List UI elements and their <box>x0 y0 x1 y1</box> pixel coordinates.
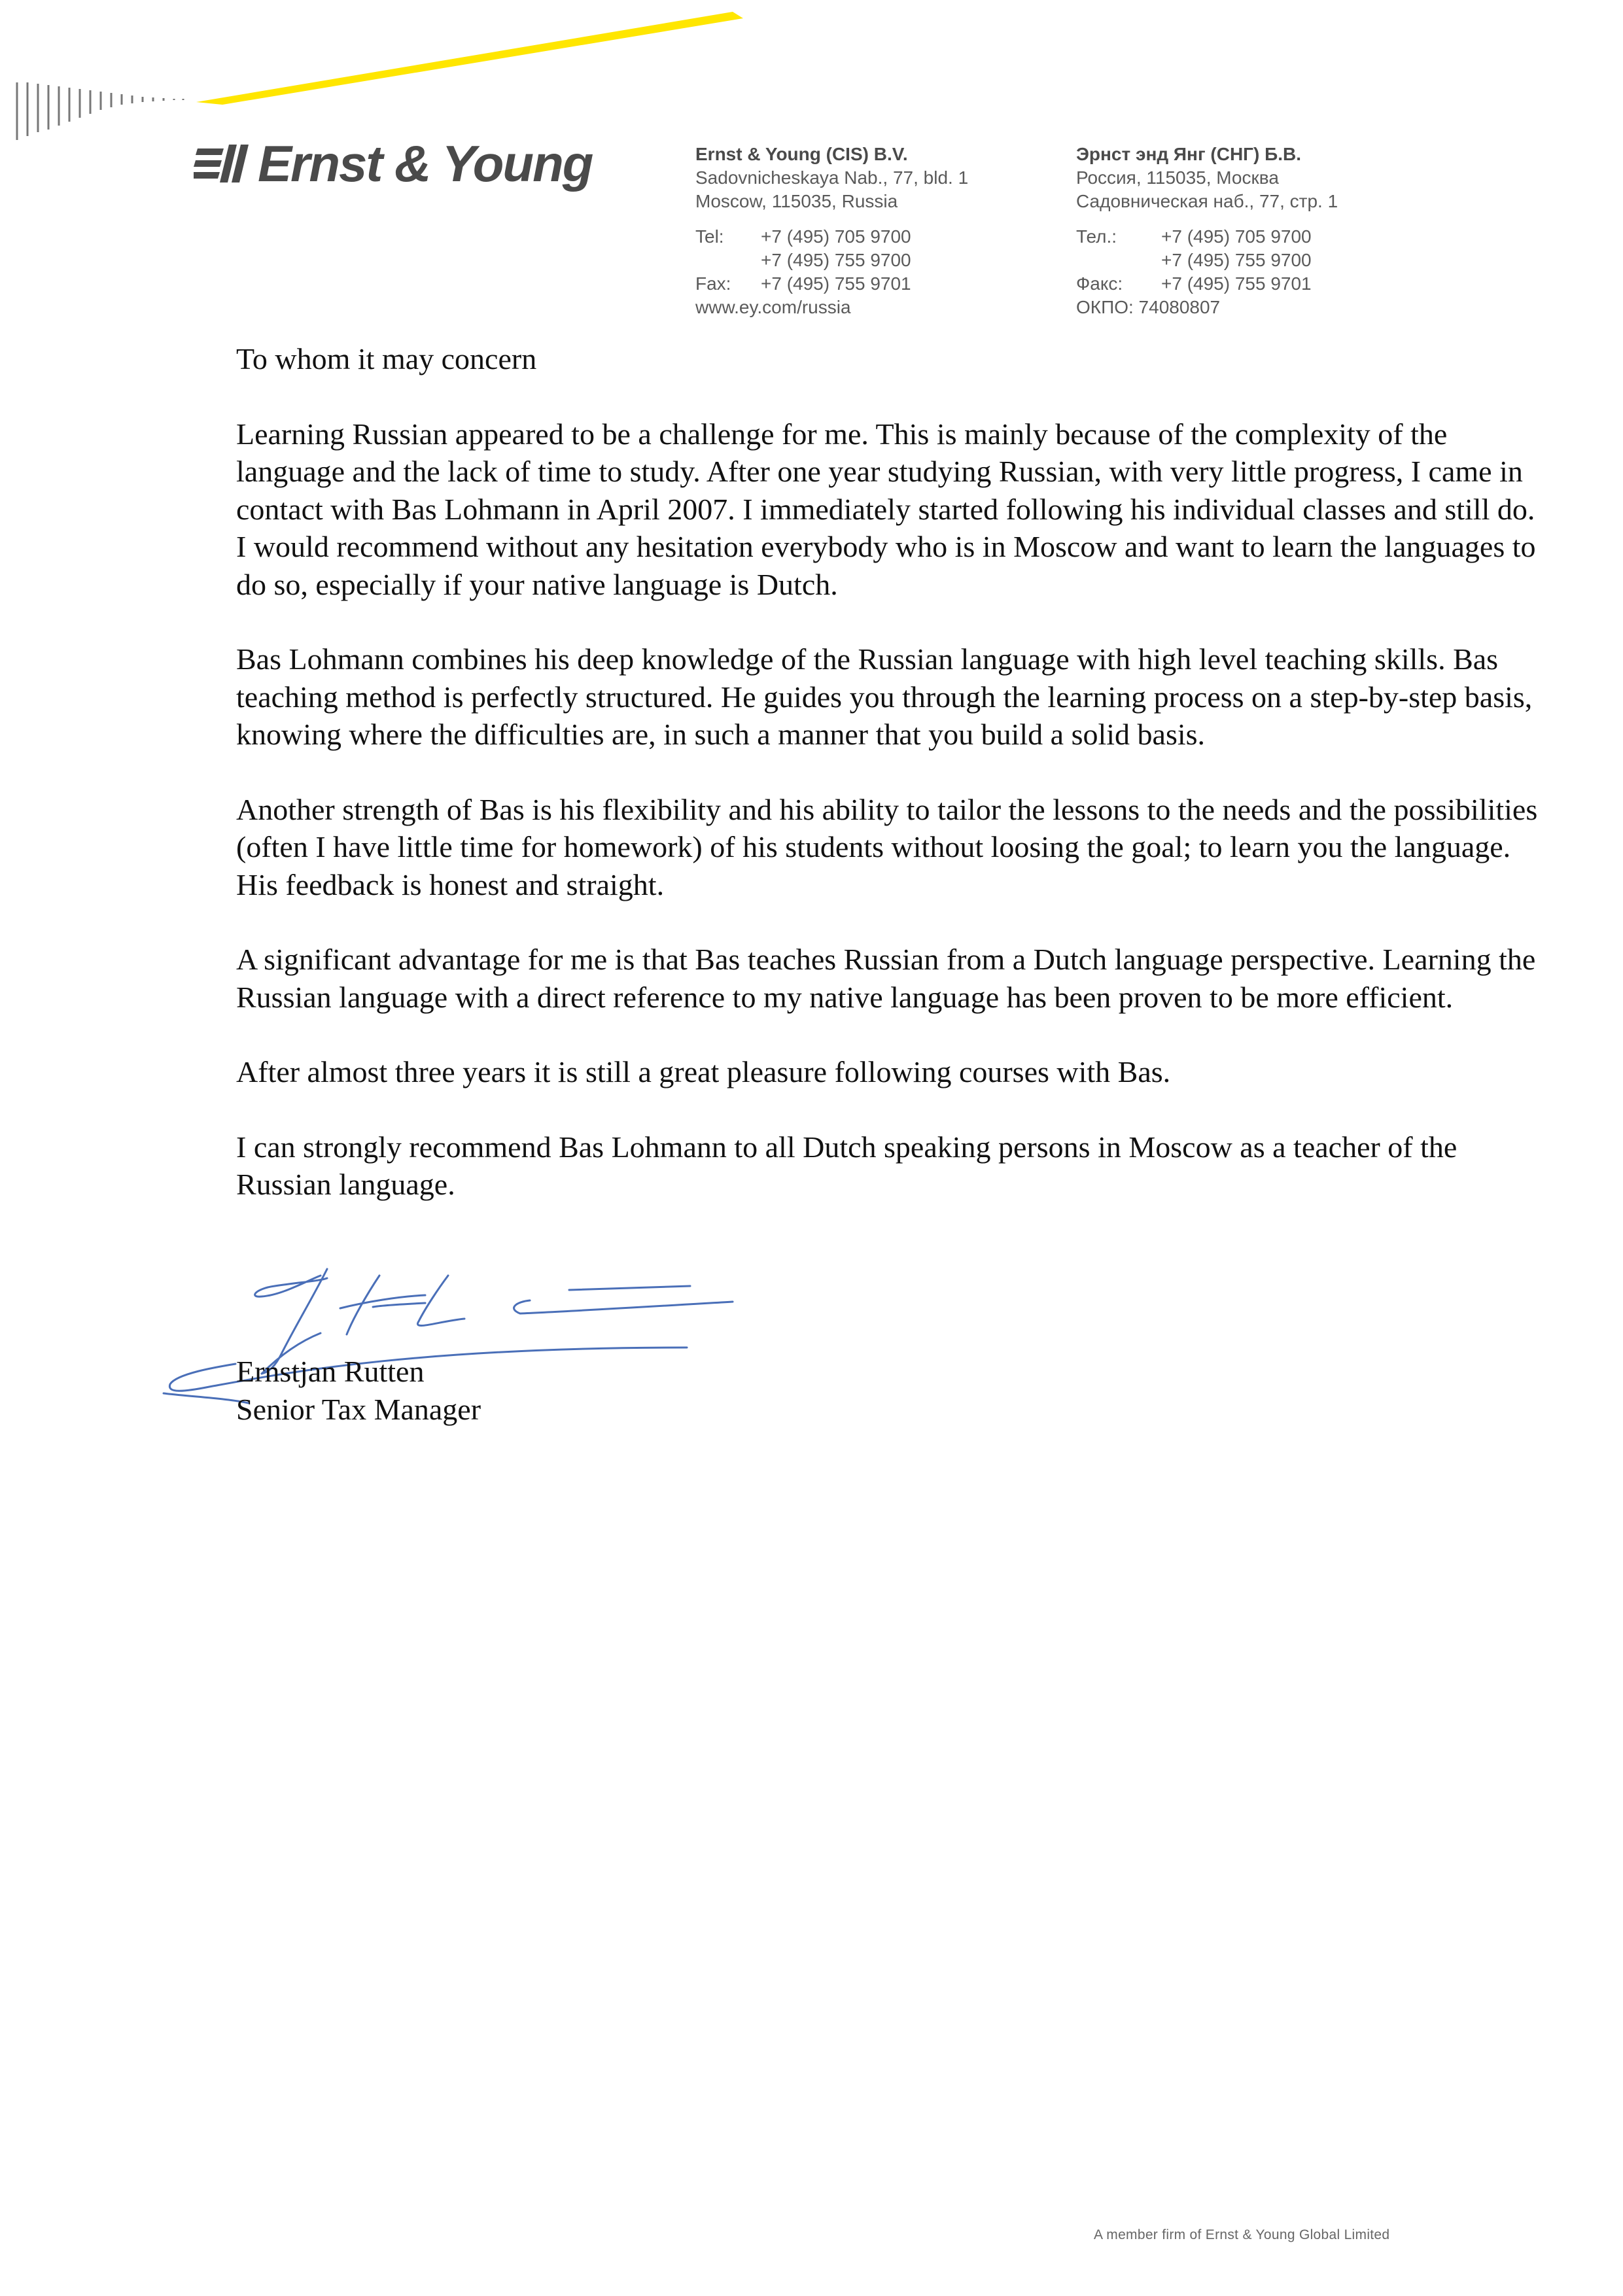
address-line-1-ru: Россия, 115035, Москва <box>1076 167 1279 188</box>
yellow-beam-graphic <box>196 7 746 111</box>
address-line-2-en: Moscow, 115035, Russia <box>695 191 898 211</box>
address-line-1-en: Sadovnicheskaya Nab., 77, bld. 1 <box>695 167 969 188</box>
address-block-english <box>695 143 1036 319</box>
okpo-ru: ОКПО: 74080807 <box>1076 297 1221 317</box>
tel-label-ru: Тел.: <box>1076 226 1117 247</box>
footer-member-note: A member firm of Ernst & Young Global Limited <box>1094 2227 1390 2242</box>
greeting: To whom it may concern <box>236 342 537 375</box>
signatory-block <box>236 1353 481 1429</box>
paragraph-6: I can strongly recommend Bas Lohmann to all Dutch speaking persons in Moscow as a teacher of the Russian language. <box>236 1130 1457 1201</box>
paragraph-3: Another strength of Bas is his flexibility and his ability to tailor the lessons to the needs and the possibilities (often I have little time for homework) of his students without loosing the goal; to learn you the language. His feedback is honest and straight. <box>236 792 1538 901</box>
logo-mark-icon <box>194 143 249 184</box>
website-en: www.ey.com/russia <box>695 297 851 317</box>
paragraph-4: A significant advantage for me is that Bas teaches Russian from a Dutch language perspective. Learning the Russian language with a direct reference to my native language has been proven to be more efficient. <box>236 943 1536 1014</box>
address-block-russian <box>1076 143 1442 319</box>
tel-1-ru: +7 (495) 705 9700 <box>1161 226 1312 247</box>
letter-body <box>236 340 1538 1241</box>
tel-2-ru: +7 (495) 755 9700 <box>1161 250 1312 270</box>
tel-label-en: Tel: <box>695 226 724 247</box>
signatory-name: Ernstjan Rutten <box>236 1355 425 1388</box>
paragraph-1: Learning Russian appeared to be a challenge for me. This is mainly because of the complexity of the language and the lack of time to study. After one year studying Russian, with very little progress, I came in contact with Bas Lohmann in April 2007. I immediately started following his individual classes and still do. I would recommend without any hesitation everybody who is in Moscow and want to learn the languages to do so, especially if your native language is Dutch. <box>236 417 1536 601</box>
barcode-graphic <box>14 77 191 143</box>
tel-1-en: +7 (495) 705 9700 <box>761 226 911 247</box>
firm-name-ru: Эрнст энд Янг (СНГ) Б.В. <box>1076 144 1302 164</box>
fax-label-en: Fax: <box>695 273 731 294</box>
ernst-young-logo <box>194 134 592 193</box>
address-line-2-ru: Садовническая наб., 77, стр. 1 <box>1076 191 1338 211</box>
logo-wordmark: Ernst & Young <box>258 134 593 192</box>
fax-ru: +7 (495) 755 9701 <box>1161 273 1312 294</box>
fax-label-ru: Факс: <box>1076 273 1123 294</box>
paragraph-5: After almost three years it is still a great pleasure following courses with Bas. <box>236 1055 1171 1088</box>
fax-en: +7 (495) 755 9701 <box>761 273 911 294</box>
signatory-title: Senior Tax Manager <box>236 1393 481 1426</box>
paragraph-2: Bas Lohmann combines his deep knowledge of the Russian language with high level teaching skills. Bas teaching method is perfectly structured. He guides you through the learning process on a step-by-step basis, knowing where the difficulties are, in such a manner that you build a solid basis. <box>236 642 1533 751</box>
firm-name-en: Ernst & Young (CIS) B.V. <box>695 144 908 164</box>
tel-2-en: +7 (495) 755 9700 <box>761 250 911 270</box>
